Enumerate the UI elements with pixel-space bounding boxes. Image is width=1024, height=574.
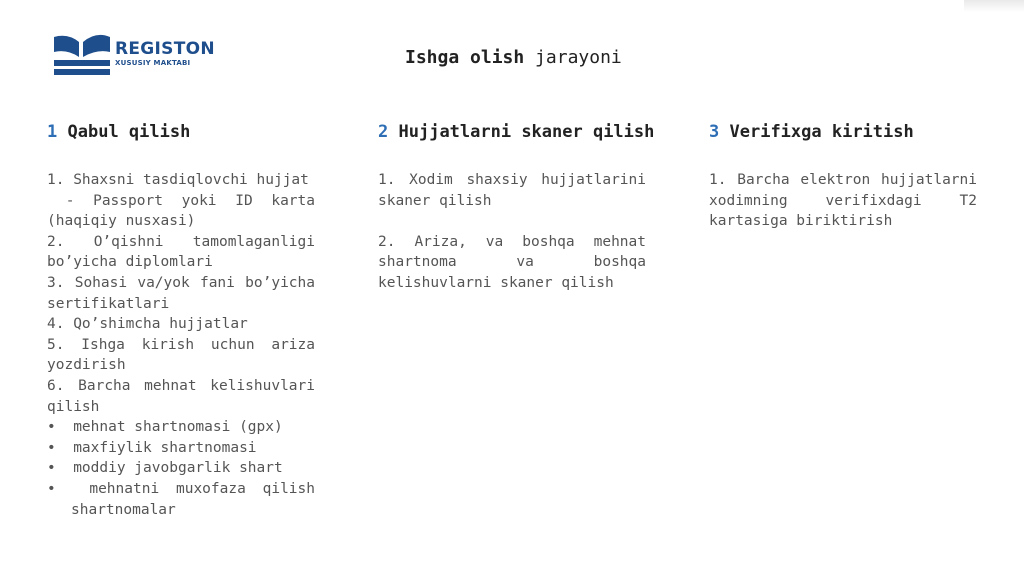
list-item: 1. Shaxsni tasdiqlovchi hujjat (47, 172, 309, 188)
page-title (405, 47, 622, 68)
step-title: Hujjatlarni skaner qilish (398, 122, 655, 142)
bullet-item (47, 417, 315, 438)
list-item: 1. Xodim shaxsiy hujjatlarini skaner qilish (378, 172, 646, 209)
column-verifixga-kiritish (709, 122, 977, 232)
slide-corner-shadow (964, 0, 1024, 12)
step-number: 1 (47, 122, 58, 142)
step-number: 2 (378, 122, 389, 142)
logo-name: REGISTON (115, 39, 215, 59)
step-number: 3 (709, 122, 720, 142)
bullet-item (47, 438, 315, 459)
column-qabul-qilish (47, 122, 324, 520)
bullet-dot-icon: • (47, 480, 90, 497)
list-item: 5. Ishga kirish uchun ariza yozdirish (47, 336, 315, 374)
page-title-bold: Ishga olish (405, 47, 525, 68)
step-title: Qabul qilish (67, 122, 191, 142)
list-item: 2. O’qishni tamomlaganligi bo’yicha diplomlari (47, 233, 315, 271)
step-title: Verifixga kiritish (729, 122, 914, 142)
open-book-logo-icon (52, 33, 110, 77)
column-hujjatlarni-skaner-qilish (378, 122, 655, 294)
bullet-item (47, 479, 315, 520)
registon-logo (52, 33, 222, 77)
list-item: 6. Barcha mehnat kelishuvlari qilish (47, 377, 315, 415)
list-item: - Passport yoki ID karta (haqiqiy nusxasi) (47, 192, 324, 230)
column-heading (709, 122, 977, 142)
bullet-item (47, 458, 315, 479)
column-heading (378, 122, 655, 142)
list-item: 2. Ariza, va boshqa mehnat shartnoma va boshqa kelishuvlarni skaner qilish (378, 233, 646, 291)
spacer (378, 211, 646, 232)
column-heading (47, 122, 315, 142)
bullet-text: maxfiylik shartnomasi (73, 439, 257, 456)
bullet-dot-icon: • (47, 419, 74, 436)
list-item: 3. Sohasi va/yok fani bo’yicha sertifikatlari (47, 274, 315, 312)
page-title-rest: jarayoni (524, 47, 622, 68)
bullet-text: moddiy javobgarlik shart (73, 460, 283, 477)
logo-subtitle: XUSUSIY MAKTABI (115, 59, 191, 67)
bullet-dot-icon: • (47, 460, 74, 477)
column-body (47, 170, 324, 520)
list-item: 1. Barcha elektron hujjatlarni xodimning verifixdagi T2 kartasiga biriktirish (709, 172, 977, 230)
list-item: 4. Qo’shimcha hujjatlar (47, 316, 248, 333)
bullet-text: mehnatni muxofaza qilish shartnomalar (71, 480, 315, 518)
column-body (709, 170, 977, 232)
column-body (378, 170, 646, 294)
bullet-text: mehnat shartnomasi (gpx) (73, 419, 283, 436)
bullet-dot-icon: • (47, 439, 74, 456)
